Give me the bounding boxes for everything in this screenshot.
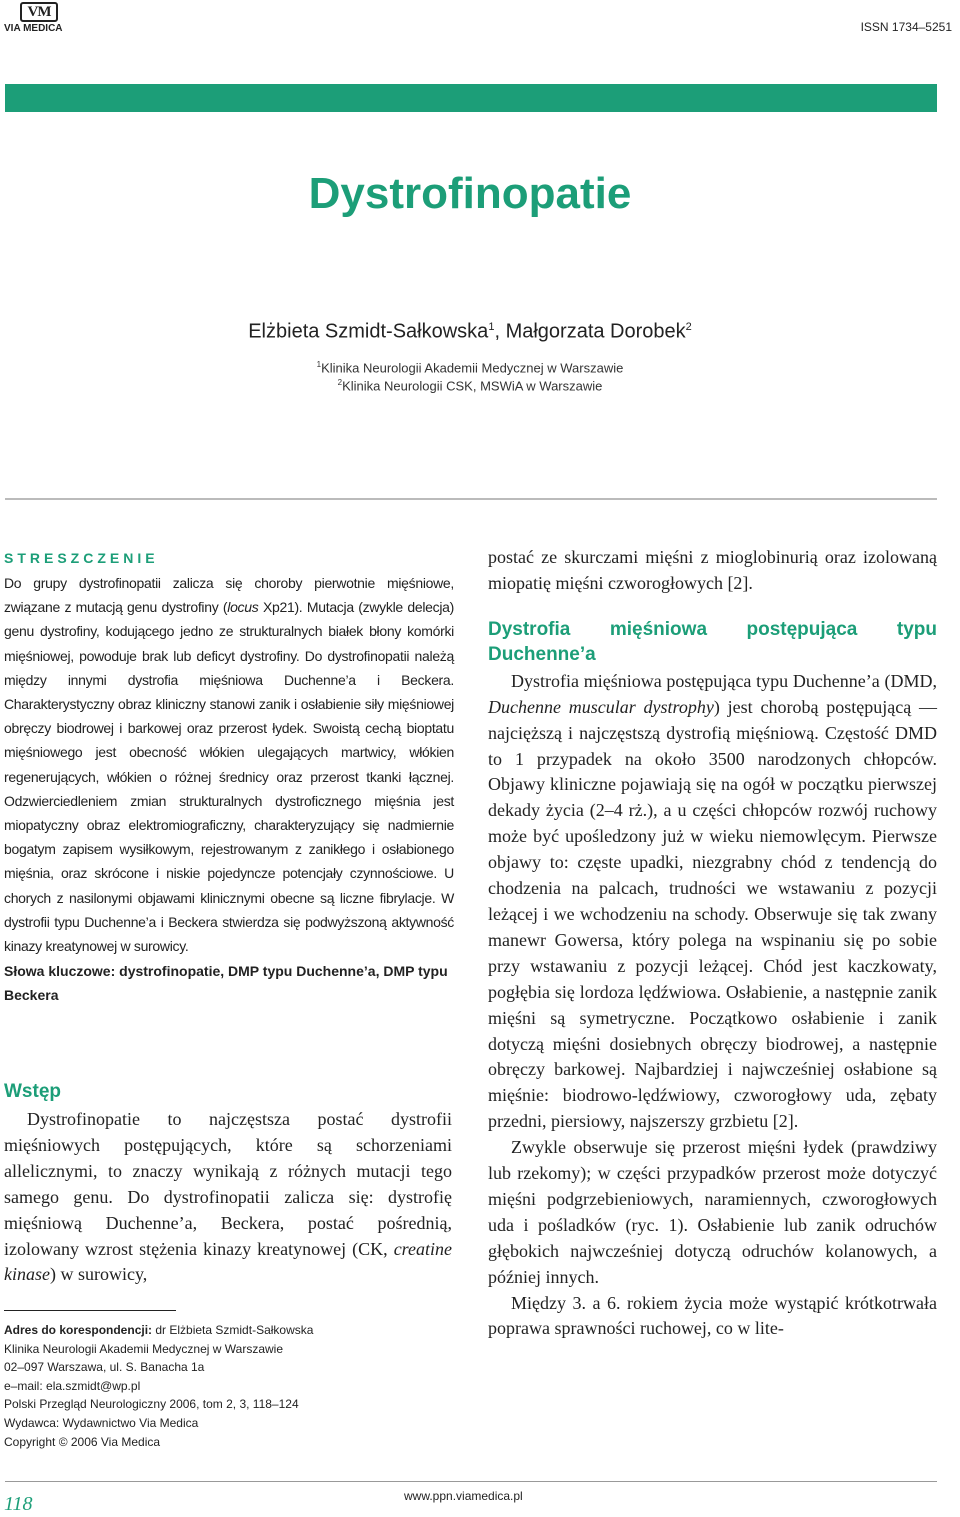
article-title: Dystrofinopatie bbox=[308, 169, 632, 218]
issn: ISSN 1734–5251 bbox=[860, 20, 952, 34]
footnote-name: dr Elżbieta Szmidt-Sałkowska bbox=[152, 1323, 314, 1337]
footnote-line-5: Polski Przegląd Neurologiczny 2006, tom 2, 3, 118–124 bbox=[4, 1397, 299, 1412]
intro-text-a: Dystrofinopatie to najczęstsza postać dystrofii mięśniowych postępujących, które są schorzeniami allelicznymi, to znaczy wynikają z różnych mutacji tego samego genu. Do dystrofinopatii zalicza się: dystrofię mięśniową Duchenne’a, Beckera, postać pośrednią, izolowany wzrost stężenia kinazy kreatynowej (CK, bbox=[4, 1109, 452, 1259]
authors bbox=[0, 313, 940, 346]
footnote-rule bbox=[4, 1310, 176, 1311]
right-paragraph-3: Między 3. a 6. rokiem życia może wystąpić krótkotrwała poprawa sprawności ruchowej, co w lite- bbox=[488, 1292, 937, 1339]
header-bar bbox=[5, 84, 937, 112]
right-text-b: ) jest chorobą postępującą — najcięższą i najczęstszą dystrofią mięśniową. Częstość DMD to 1 przypadek na około 3500 narodzonych chłopców. Objawy kliniczne pojawiają się na ogół w początku pierwszej dekady życia (2–4 rż.), a u części chłopców rozwój ruchowy może być upośledzony już w wieku niemowlęcym. Pierwsze objawy to: częste upadki, niezgrabny chód z tendencją do chodzenia na palcach, trudności we wstawaniu z pozycji leżącej i we wchodzeniu na schody. Obserwuje się tak zwany manewr Gowersa, który polega na wspinaniu się po sobie przy wstawaniu z pozycji leżącej. Chód jest kaczkowaty, pogłębia się lordoza lędźwiowa. Osłabienie, a następnie zanik mięśni są symetryczne. Początkowo osłabienie i zanik dotyczą mięśni dosiebnych obręczy biodrowej, a następnie obręczy barkowej. Najbardziej i najwcześniej osłabione są mięśnie: biodrowo-lędźwiowy, czworogłowy uda, zębaty przedni, piersiowy, najszerszy grzbietu [2]. bbox=[488, 696, 937, 1132]
footnote-line-6: Wydawca: Wydawnictwo Via Medica bbox=[4, 1415, 199, 1430]
footnote-line-3: 02–097 Warszawa, ul. S. Banacha 1a bbox=[4, 1360, 205, 1375]
keywords: Słowa kluczowe: dystrofinopatie, DMP typu Duchenne’a, DMP typu Beckera bbox=[4, 963, 448, 1004]
author-2-sup: 2 bbox=[685, 321, 692, 333]
affil-2-sup: 2 bbox=[337, 378, 343, 387]
intro-italic: creatine kinase bbox=[4, 1238, 452, 1285]
affil-1-sup: 1 bbox=[316, 360, 322, 369]
right-paragraph-0: postać ze skurczami mięśni z mioglobinurią oraz izolowaną miopatię mięśni czworogłowych [2]. bbox=[488, 547, 937, 593]
right-italic: Duchenne muscular dystrophy bbox=[488, 696, 714, 717]
publisher-logo bbox=[4, 2, 76, 36]
affil-1-text: Klinika Neurologii Akademii Medycznej w Warszawie bbox=[321, 360, 624, 376]
right-paragraph-1 bbox=[488, 669, 937, 1135]
introduction bbox=[4, 1080, 452, 1288]
right-column bbox=[488, 545, 937, 1342]
abstract-heading: STRESZCZENIE bbox=[4, 550, 159, 566]
intro-paragraph bbox=[4, 1107, 452, 1288]
footnote-line-2: Klinika Neurologii Akademii Medycznej w Warszawie bbox=[4, 1341, 283, 1356]
right-paragraph-2: Zwykle obserwuje się przerost mięśni łydek (prawdziwy lub rzekomy); w części przypadków przerost może dotyczyć mięśni podgrzebieniowych, naramiennych, czworogłowych uda i pośladków (ryc. 1). Osłabienie lub zanik odruchów głębokich najwcześniej dotyczą odruchów kolanowych, a później innych. bbox=[488, 1137, 937, 1287]
abstract-text-b: Xp21). Mutacja (zwykle delecja) genu dystrofiny, kodującego jedno ze strukturalnych białek błony komórki mięśniowej, powoduje brak lub deficyt dystrofiny. Do dystrofinopatii należą między innymi dystrofia mięśniowa Duchenne’a i Beckera. Charakterystyczny obraz kliniczny stanowi zanik i osłabienie siły mięśniowej obręczy biodrowej i barkowej oraz przerost łydek. Swoistą cechą bioptatu mięśniowego jest obecność włókien ulegających martwicy, włókien regenerujących, włókien o różnej średnicy oraz przerost tkanki łącznej. Odzwierciedleniem zmian strukturalnych dystroficznego mięśnia jest miopatyczny obraz elektromiograficzny, charakteryzujący się nadmiernie bogatym zapisem wysiłkowym, rejestrowanym z zanikłego i osłabionego mięśnia, oraz skrócone i niskie pojedyncze potencjały czynnościowe. U chorych z nasilonymi objawami klinicznymi obecne są liczne fibrylacje. W dystrofii typu Duchenne’a i Beckera stwierdza się podwyższoną aktywność kinazy kreatynowej w surowicy. bbox=[4, 599, 454, 955]
author-1-sup: 1 bbox=[488, 321, 495, 333]
dmd-heading: Dystrofia mięśniowa postępująca typu Duchenne’a bbox=[488, 618, 937, 665]
intro-text-b: ) w surowicy, bbox=[49, 1264, 148, 1285]
footer-rule bbox=[5, 1481, 937, 1482]
abstract-body bbox=[4, 571, 454, 958]
footnote-line-1 bbox=[4, 1321, 464, 1340]
correspondence-footnote bbox=[4, 1321, 464, 1451]
footnote-label: Adres do korespondencji: bbox=[4, 1323, 153, 1337]
abstract-text-a: Do grupy dystrofinopatii zalicza się choroby pierwotnie mięśniowe, związane z mutacją genu dystrofiny ( bbox=[4, 575, 454, 616]
author-separator: , bbox=[494, 320, 506, 343]
footnote-email[interactable]: e–mail: ela.szmidt@wp.pl bbox=[4, 1378, 141, 1393]
logo-text: VIA MEDICA bbox=[4, 23, 63, 34]
affiliation-2 bbox=[0, 374, 940, 395]
affil-2-text: Klinika Neurologii CSK, MSWiA w Warszawie bbox=[342, 378, 603, 394]
abstract-locus: locus bbox=[227, 599, 259, 616]
logo-mark: VM bbox=[20, 2, 58, 22]
intro-heading: Wstęp bbox=[4, 1081, 61, 1102]
journal-url[interactable]: www.ppn.viamedica.pl bbox=[404, 1489, 523, 1503]
abstract bbox=[4, 548, 454, 1008]
right-text-a: Dystrofia mięśniowa postępująca typu Duchenne’a (DMD, bbox=[511, 670, 937, 691]
author-2: Małgorzata Dorobek bbox=[505, 320, 686, 343]
author-1: Elżbieta Szmidt-Sałkowska bbox=[248, 320, 489, 343]
divider bbox=[5, 498, 937, 500]
page-number: 118 bbox=[4, 1493, 33, 1515]
footnote-line-7: Copyright © 2006 Via Medica bbox=[4, 1434, 161, 1449]
